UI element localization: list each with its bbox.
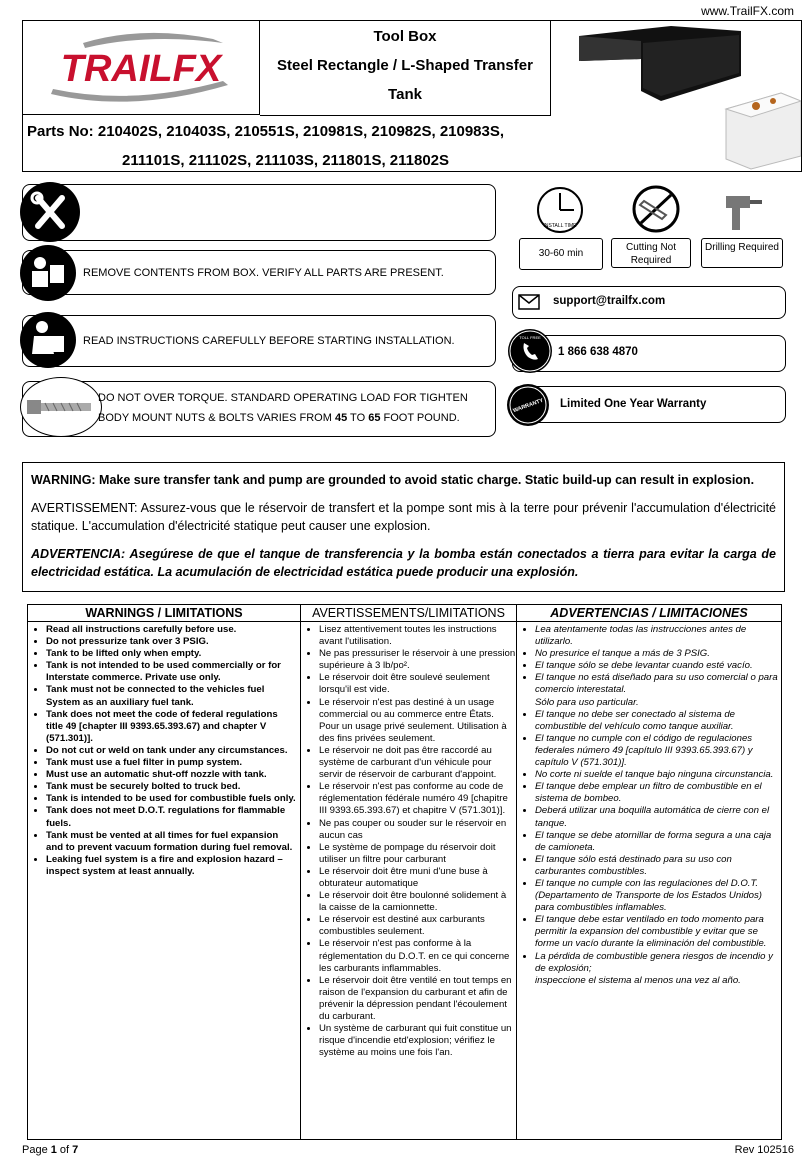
list-item: • El tanque no cumple con el código de regulaciones federales número 49 [capítulo III 9393.65.393.67) y capítulo V (571.301)]. <box>535 733 781 769</box>
phone-icon <box>508 329 552 373</box>
list-spanish <box>517 624 781 987</box>
title-line-1: Tool Box <box>373 28 437 45</box>
tools-box <box>22 184 496 241</box>
column-english <box>28 605 301 1139</box>
list-item: • Ne pas pressuriser le réservoir à une pression supérieure à 3 lb/po². <box>319 648 516 672</box>
svg-text:INSTALL TIME: INSTALL TIME <box>543 223 577 229</box>
list-item: • El tanque sólo está destinado para su uso con carburantes combustibles. <box>535 854 781 878</box>
column-spanish <box>517 605 781 1139</box>
list-item: • El tanque sólo se debe levantar cuando esté vacío. <box>535 660 781 672</box>
list-item: • Le réservoir doit être boulonné solidement à la caisse de la camionnette. <box>319 890 516 914</box>
no-cutting-icon <box>626 183 686 235</box>
list-french <box>301 624 516 1059</box>
list-item: • El tanque debe estar ventilado en todo momento para permitir la expansion del combustible y evitar que se forme un vacío durante la eliminación del combustible. <box>535 914 781 950</box>
header-spanish: ADVERTENCIAS / LIMITACIONES <box>517 605 781 622</box>
list-item: • Le réservoir ne doit pas être raccordé au système de carburant d'un véhicule pour servir de réservoir de carburant d'appoint. <box>319 745 516 781</box>
list-item: • Tank must use a fuel filter in pump system. <box>46 757 300 769</box>
install-time-box: 30-60 min <box>519 238 603 270</box>
brand-logo <box>23 21 260 115</box>
list-item: • No presurice el tanque a más de 3 PSIG. <box>535 648 781 660</box>
list-item: • Le réservoir n'est pas destiné à un usage commercial ou au commerce entre États. Pour un usage privé seulement. Utilisation à des fins privées seulement. <box>319 697 516 745</box>
svg-text:TOLL FREE: TOLL FREE <box>519 335 541 340</box>
inspect-parts-icon <box>20 245 76 301</box>
list-item: • Le système de pompage du réservoir doit utiliser un filtre pour carburant <box>319 842 516 866</box>
list-item: • Le réservoir doit être soulevé seulement lorsqu'il est vide. <box>319 672 516 696</box>
drilling-box: Drilling Required <box>701 238 783 268</box>
warranty-icon <box>507 384 549 426</box>
list-item: • Ne pas couper ou souder sur le réservoir en aucun cas <box>319 818 516 842</box>
logo-text: TRAILFX <box>60 48 222 90</box>
email-icon <box>517 291 541 313</box>
column-french <box>301 605 517 1139</box>
phone-number[interactable]: 1 866 638 4870 <box>558 346 638 358</box>
list-item: • El tanque debe emplear un filtro de combustible en el sistema de bombeo. <box>535 781 781 805</box>
torque-text: DO NOT OVER TORQUE. STANDARD OPERATING LOAD FOR TIGHTEN BODY MOUNT NUTS & BOLTS VARIES FROM 45 TO 65 FOOT POUND. <box>98 392 468 424</box>
parts-numbers <box>27 117 547 175</box>
warning-spanish: ADVERTENCIA: Asegúrese de que el tanque de transferencia y la bomba están conectados a tierra para evitar la carga de electricidad estática. La acumulación de electricidad estática puede producir una explosión. <box>31 547 776 579</box>
revision: Rev 102516 <box>734 1144 794 1156</box>
drill-icon <box>718 188 766 236</box>
warning-english: WARNING: Make sure transfer tank and pump are grounded to avoid static charge. Static build-up can result in explosion. <box>31 473 755 487</box>
remove-contents-text: REMOVE CONTENTS FROM BOX. VERIFY ALL PARTS ARE PRESENT. <box>83 267 444 279</box>
title-line-3: Tank <box>388 86 422 103</box>
product-image <box>551 21 801 170</box>
list-item: • Deberá utilizar una boquilla automática de cierre con el tanque. <box>535 805 781 829</box>
header-block <box>22 20 802 172</box>
read-instructions-text: READ INSTRUCTIONS CAREFULLY BEFORE STARTING INSTALLATION. <box>83 335 455 347</box>
page-number: Page 1 of 7 <box>22 1144 79 1156</box>
phone-box <box>512 335 786 372</box>
list-item: • Tank must be securely bolted to truck bed. <box>46 781 300 793</box>
warranty-text: Limited One Year Warranty <box>560 398 707 410</box>
header-english: WARNINGS / LIMITATIONS <box>28 605 300 622</box>
clock-icon <box>530 185 590 235</box>
list-item: • Tank must be vented at all times for fuel expansion and to prevent vacuum formation during fuel removal. <box>46 830 300 854</box>
parts-line-2: 211101S, 211102S, 211103S, 211801S, 211802S <box>122 152 450 169</box>
limitations-table <box>27 604 782 1140</box>
list-item: • Tank must not be connected to the vehicles fuel System as an auxiliary fuel tank. <box>46 684 300 708</box>
list-item: • Tank is intended to be used for combustible fuels only. <box>46 793 300 805</box>
list-item: • Un système de carburant qui fuit constitue un risque d'incendie etd'explosion; vérifiez le système au moins une fois l'an. <box>319 1023 516 1059</box>
list-item: • El tanque se debe atornillar de forma segura a una caja de camioneta. <box>535 830 781 854</box>
header-french: AVERTISSEMENTS/LIMITATIONS <box>301 605 516 622</box>
list-item: • Le réservoir n'est pas conforme à la réglementation du D.O.T. en ce qui concerne les carburants inflammables. <box>319 938 516 974</box>
list-item: • El tanque no cumple con las regulaciones del D.O.T. (Departamento de Transporte de los Estados Unidos) para combustibles inflamables. <box>535 878 781 914</box>
static-warning-box <box>22 462 785 592</box>
list-english <box>28 624 300 878</box>
document-title <box>260 21 551 116</box>
list-item: • Do not pressurize tank over 3 PSIG. <box>46 636 300 648</box>
list-item: • La pérdida de combustible genera riesgos de incendio y de explosión; inspeccione el sistema al menos una vez al año. <box>535 951 781 987</box>
list-item: • Le réservoir est destiné aux carburants combustibles seulement. <box>319 914 516 938</box>
list-item: • No corte ni suelde el tanque bajo ninguna circunstancia. <box>535 769 781 781</box>
list-item: • Leaking fuel system is a fire and explosion hazard – inspect system at least annually. <box>46 854 300 878</box>
site-url: www.TrailFX.com <box>701 4 794 18</box>
svg-text:WARRANTY: WARRANTY <box>512 397 545 415</box>
torque-min: 45 <box>334 412 348 424</box>
list-item: • Le réservoir doit être ventilé en tout temps en raison de l'expansion du carburant et afin de prévenir la dépression pendant l'écoulement du carburant. <box>319 975 516 1023</box>
bolt-icon <box>20 377 102 437</box>
list-item: • El tanque no debe ser conectado al sistema de combustible del vehículo como tanque auxiliar. <box>535 709 781 733</box>
list-item: • Lea atentamente todas las instrucciones antes de utilizarlo. <box>535 624 781 648</box>
list-item: • Le réservoir doit être muni d'une buse à obturateur automatique <box>319 866 516 890</box>
cutting-box: Cutting Not Required <box>611 238 691 268</box>
list-item: • El tanque no está diseñado para su uso comercial o para comercio interestatal. Sólo para uso particular. <box>535 672 781 708</box>
list-item: • Le réservoir n'est pas conforme au code de réglementation fédérale numéro 49 [chapitre III 9393.65.393.67) et chapitre V (571.301)]. <box>319 781 516 817</box>
list-item: • Must use an automatic shut-off nozzle with tank. <box>46 769 300 781</box>
list-item: • Lisez attentivement toutes les instructions avant l'utilisation. <box>319 624 516 648</box>
warning-french: AVERTISSEMENT: Assurez-vous que le réservoir de transfert et la pompe sont mis à la terre pour prévenir l'accumulation d'électricité statique. L'accumulation d'électricité statique peut causer une explosion. <box>31 501 776 533</box>
list-item: • Tank does not meet the code of federal regulations title 49 [chapter III 9393.65.393.67) and chapter V (571.301)]. <box>46 709 300 745</box>
list-item: • Tank is not intended to be used commercially or for Interstate commerce. Private use only. <box>46 660 300 684</box>
list-item: • Tank to be lifted only when empty. <box>46 648 300 660</box>
list-item: • Tank does not meet D.O.T. regulations for flammable fuels. <box>46 805 300 829</box>
support-email[interactable]: support@trailfx.com <box>553 295 666 307</box>
read-manual-icon <box>20 312 76 368</box>
list-item: • Do not cut or weld on tank under any circumstances. <box>46 745 300 757</box>
title-line-2: Steel Rectangle / L-Shaped Transfer <box>277 57 533 74</box>
tools-icon <box>20 182 80 242</box>
list-item: • Read all instructions carefully before use. <box>46 624 300 636</box>
parts-line-1: Parts No: 210402S, 210403S, 210551S, 210981S, 210982S, 210983S, <box>27 123 505 140</box>
torque-max: 65 <box>368 412 381 424</box>
